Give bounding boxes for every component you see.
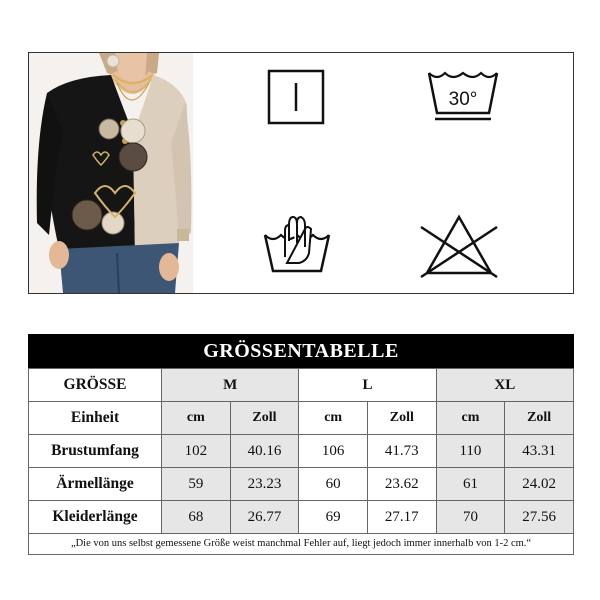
size-header-row xyxy=(29,369,574,402)
wash-30-icon xyxy=(425,67,501,128)
size-l: L xyxy=(299,369,436,402)
table-cell: 106 xyxy=(299,435,368,468)
table-cell: 23.62 xyxy=(367,468,436,501)
size-table xyxy=(28,368,574,534)
table-cell: 43.31 xyxy=(505,435,574,468)
table-cell: 27.17 xyxy=(367,501,436,534)
unit-cm: cm xyxy=(299,402,368,435)
table-cell: 59 xyxy=(162,468,231,501)
do-not-bleach-icon xyxy=(417,213,501,284)
table-cell: 60 xyxy=(299,468,368,501)
unit-cm: cm xyxy=(162,402,231,435)
measurement-note: „Die von uns selbst gemessene Größe weist manchmal Fehler auf, liegt jedoch immer innerhalb von 1-2 cm.“ xyxy=(28,534,574,555)
table-cell: 24.02 xyxy=(505,468,574,501)
table-cell: 27.56 xyxy=(505,501,574,534)
size-chart xyxy=(28,334,574,555)
unit-zoll: Zoll xyxy=(230,402,299,435)
row-label: Kleiderlänge xyxy=(29,501,162,534)
table-cell: 23.23 xyxy=(230,468,299,501)
row-label: Brustumfang xyxy=(29,435,162,468)
wash-temperature-label: 30° xyxy=(448,89,478,110)
table-row-kleiderlaenge xyxy=(29,501,574,534)
unit-zoll: Zoll xyxy=(505,402,574,435)
table-cell: 40.16 xyxy=(230,435,299,468)
unit-label: Einheit xyxy=(29,402,162,435)
table-cell: 26.77 xyxy=(230,501,299,534)
table-cell: 110 xyxy=(436,435,505,468)
table-row-aermellaenge xyxy=(29,468,574,501)
size-label: GRÖSSE xyxy=(29,369,162,402)
table-cell: 61 xyxy=(436,468,505,501)
care-instructions-panel xyxy=(28,52,574,294)
tumble-dry-prohibited-icon xyxy=(267,69,327,132)
size-xl: XL xyxy=(436,369,573,402)
hand-wash-icon xyxy=(261,213,333,280)
table-row-brustumfang xyxy=(29,435,574,468)
table-cell: 41.73 xyxy=(367,435,436,468)
size-m: M xyxy=(162,369,299,402)
table-cell: 68 xyxy=(162,501,231,534)
product-photo xyxy=(29,53,193,293)
table-cell: 102 xyxy=(162,435,231,468)
unit-cm: cm xyxy=(436,402,505,435)
table-cell: 69 xyxy=(299,501,368,534)
row-label: Ärmellänge xyxy=(29,468,162,501)
table-cell: 70 xyxy=(436,501,505,534)
unit-row xyxy=(29,402,574,435)
unit-zoll: Zoll xyxy=(367,402,436,435)
size-chart-title: GRÖSSENTABELLE xyxy=(28,334,574,368)
